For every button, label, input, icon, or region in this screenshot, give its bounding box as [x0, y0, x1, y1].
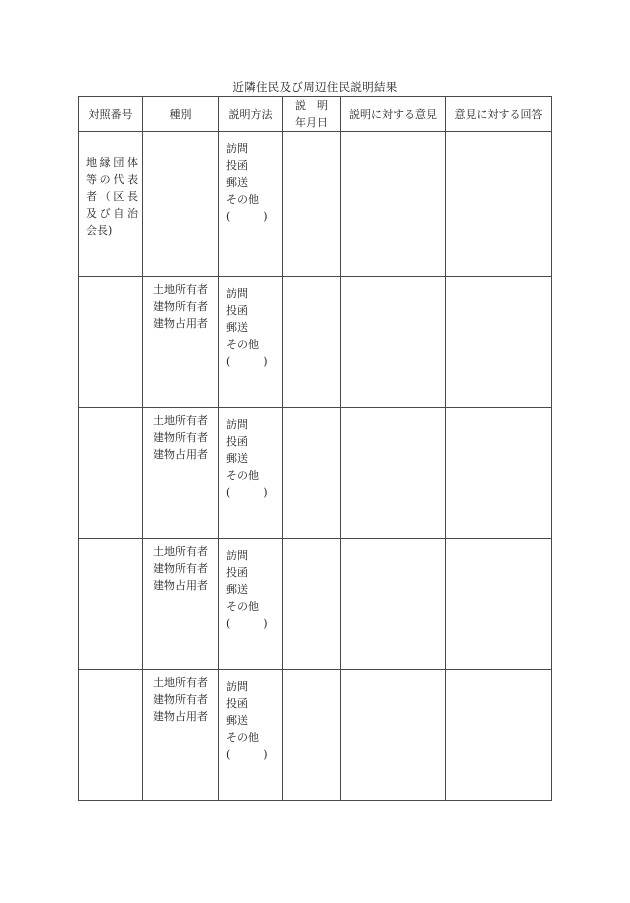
category-land-owner: 土地所有者: [153, 676, 208, 689]
method-cell[interactable]: [219, 132, 283, 277]
category-cell[interactable]: [143, 277, 219, 408]
representative-line: 及び自治: [86, 207, 138, 220]
representative-line: 地縁団体: [86, 156, 138, 169]
category-cell[interactable]: [143, 408, 219, 539]
category-building-occupant: 建物占用者: [153, 448, 208, 461]
method-post-box: 投函: [226, 159, 248, 172]
method-cell[interactable]: [219, 670, 283, 801]
opinion-cell[interactable]: [341, 277, 446, 408]
category-cell[interactable]: [143, 132, 219, 277]
opinion-cell[interactable]: [341, 539, 446, 670]
header-category: 種別: [143, 97, 219, 132]
response-cell[interactable]: [446, 132, 552, 277]
table-row: [79, 132, 552, 277]
method-other: その他: [226, 731, 259, 744]
method-visit: 訪問: [226, 680, 248, 693]
representative-cell[interactable]: [79, 132, 143, 277]
category-building-occupant: 建物占用者: [153, 710, 208, 723]
category-building-owner: 建物所有者: [153, 431, 208, 444]
category-building-owner: 建物所有者: [153, 693, 208, 706]
explanation-result-table: [78, 96, 552, 801]
category-cell[interactable]: [143, 670, 219, 801]
method-post-box: 投函: [226, 697, 248, 710]
category-land-owner: 土地所有者: [153, 414, 208, 427]
category-building-occupant: 建物占用者: [153, 317, 208, 330]
date-cell[interactable]: [283, 539, 341, 670]
table-row: [79, 277, 552, 408]
opinion-cell[interactable]: [341, 670, 446, 801]
response-cell[interactable]: [446, 539, 552, 670]
method-cell[interactable]: [219, 408, 283, 539]
opinion-cell[interactable]: [341, 132, 446, 277]
date-cell[interactable]: [283, 277, 341, 408]
header-method: 説明方法: [219, 97, 283, 132]
method-mail: 郵送: [226, 452, 248, 465]
table-row: [79, 408, 552, 539]
method-visit: 訪問: [226, 418, 248, 431]
method-other-detail: ( ): [226, 210, 268, 223]
method-mail: 郵送: [226, 321, 248, 334]
date-cell[interactable]: [283, 670, 341, 801]
method-other: その他: [226, 469, 259, 482]
method-mail: 郵送: [226, 714, 248, 727]
method-visit: 訪問: [226, 549, 248, 562]
method-post-box: 投函: [226, 566, 248, 579]
method-cell[interactable]: [219, 539, 283, 670]
category-building-owner: 建物所有者: [153, 300, 208, 313]
header-date-line2: 年月日: [295, 116, 328, 129]
header-row: [79, 97, 552, 132]
method-other-detail: ( ): [226, 355, 268, 368]
date-cell[interactable]: [283, 132, 341, 277]
table-row: [79, 539, 552, 670]
header-ref-number: 対照番号: [79, 97, 143, 132]
method-other-detail: ( ): [226, 748, 268, 761]
ref-number-cell[interactable]: [79, 539, 143, 670]
method-visit: 訪問: [226, 142, 248, 155]
method-post-box: 投函: [226, 304, 248, 317]
date-cell[interactable]: [283, 408, 341, 539]
category-building-occupant: 建物占用者: [153, 579, 208, 592]
category-building-owner: 建物所有者: [153, 562, 208, 575]
response-cell[interactable]: [446, 408, 552, 539]
method-mail: 郵送: [226, 583, 248, 596]
header-response: 意見に対する回答: [446, 97, 552, 132]
method-cell[interactable]: [219, 277, 283, 408]
ref-number-cell[interactable]: [79, 408, 143, 539]
method-other-detail: ( ): [226, 486, 268, 499]
header-date: [283, 97, 341, 132]
response-cell[interactable]: [446, 670, 552, 801]
method-post-box: 投函: [226, 435, 248, 448]
response-cell[interactable]: [446, 277, 552, 408]
header-opinion: 説明に対する意見: [341, 97, 446, 132]
representative-line: 会長): [86, 224, 113, 237]
method-other: その他: [226, 338, 259, 351]
method-visit: 訪問: [226, 287, 248, 300]
representative-line: 者（区長: [86, 190, 138, 203]
category-land-owner: 土地所有者: [153, 283, 208, 296]
method-other: その他: [226, 193, 259, 206]
page-title: 近隣住民及び周辺住民説明結果: [232, 80, 398, 94]
method-mail: 郵送: [226, 176, 248, 189]
category-cell[interactable]: [143, 539, 219, 670]
ref-number-cell[interactable]: [79, 670, 143, 801]
ref-number-cell[interactable]: [79, 277, 143, 408]
category-land-owner: 土地所有者: [153, 545, 208, 558]
method-other: その他: [226, 600, 259, 613]
table-row: [79, 670, 552, 801]
opinion-cell[interactable]: [341, 408, 446, 539]
representative-line: 等の代表: [86, 173, 138, 186]
header-date-line1: 説 明: [295, 99, 328, 112]
method-other-detail: ( ): [226, 617, 268, 630]
